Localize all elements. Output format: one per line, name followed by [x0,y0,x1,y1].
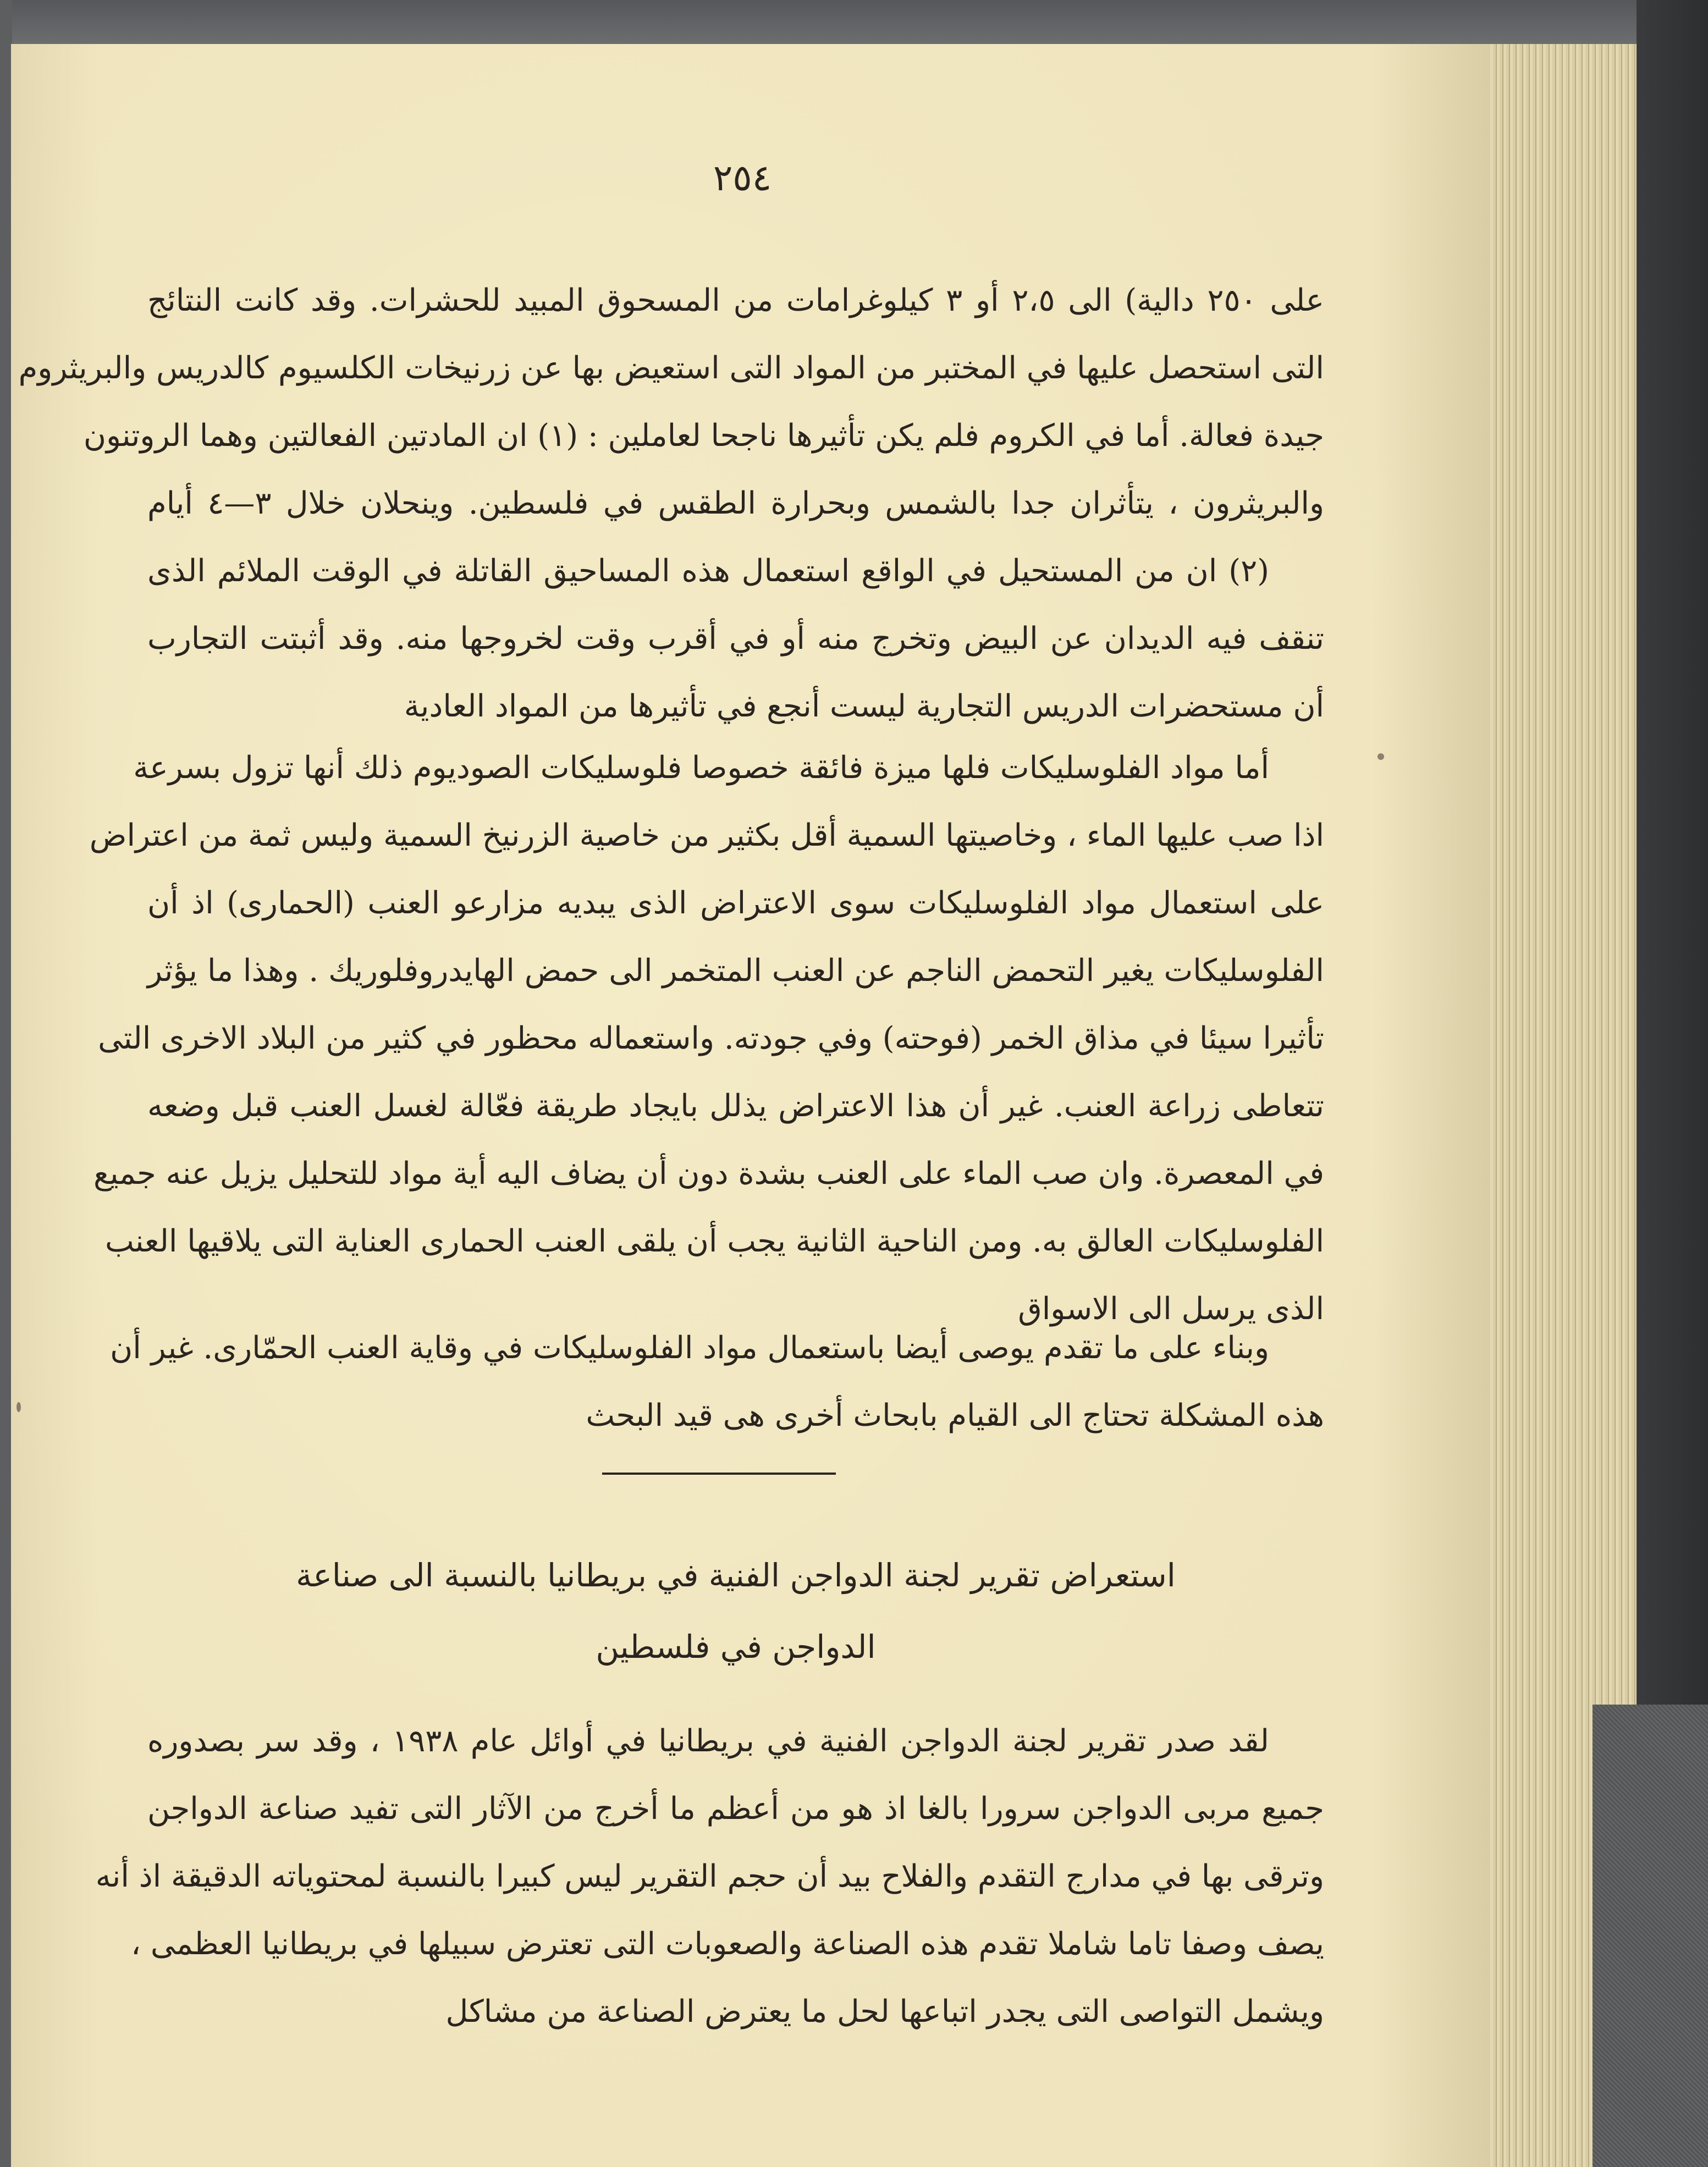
text-line: وبناء على ما تقدم يوصى أيضا باستعمال مواد الفلوسليكات في وقاية العنب الحمّارى. غير أن [110,1330,1269,1366]
text-line: في المعصرة. وان صب الماء على العنب بشدة دون أن يضاف اليه أية مواد للتحليل يزيل عنه جميع [93,1156,1324,1192]
text-line: أما مواد الفلوسليكات فلها ميزة فائقة خصوصا فلوسليكات الصوديوم ذلك أنها تزول بسرعة [133,750,1269,786]
text-line: ويشمل التواصى التى يجدر اتباعها لحل ما يعترض الصناعة من مشاكل [445,1994,1324,2030]
section-divider [602,1473,836,1475]
text-line: يصف وصفا تاما شاملا تقدم هذه الصناعة والصعوبات التى تعترض سبيلها في بريطانيا العظمى ، [131,1926,1324,1962]
text-line: لقد صدر تقرير لجنة الدواجن الفنية في بريطانيا في أوائل عام ١٩٣٨ ، وقد سر بصدوره [147,1723,1269,1759]
book-cover-top [0,0,1708,44]
text-line: التى استحصل عليها في المختبر من المواد التى استعيض بها عن زرنيخات الكلسيوم كالدريس والبريثروم [18,350,1324,386]
text-line: تنقف فيه الديدان عن البيض وتخرج منه أو في أقرب وقت لخروجها منه. وقد أثبتت التجارب [147,621,1324,657]
page-number: ٢٥٤ [713,157,772,199]
text-line: اذا صب عليها الماء ، وخاصيتها السمية أقل بكثير من خاصية الزرنيخ السمية وليس ثمة من اعتراض [89,818,1324,853]
book-cover-left [0,0,12,2167]
text-line: جميع مربى الدواجن سرورا بالغا اذ هو من أعظم ما أخرج من الآثار التى تفيد صناعة الدواجن [147,1791,1324,1827]
text-line: تأثيرا سيئا في مذاق الخمر (فوحته) وفي جودته. واستعماله محظور في كثير من البلاد الاخرى التى [98,1021,1324,1056]
heading-line-2: الدواجن في فلسطين [596,1628,876,1666]
text-line: على ٢٥٠ دالية) الى ٢،٥ أو ٣ كيلوغرامات من المسحوق المبيد للحشرات. وقد كانت النتائج [147,283,1324,318]
text-line: وترقى بها في مدارج التقدم والفلاح بيد أن حجم التقرير ليس كبيرا بالنسبة لمحتوياته الدقيقة اذ أنه [95,1859,1324,1894]
text-line: الفلوسليكات العالق به. ومن الناحية الثانية يجب أن يلقى العنب الحمارى العناية التى يلاقيها العنب [104,1223,1324,1259]
heading-line-1: استعراض تقرير لجنة الدواجن الفنية في بريطانيا بالنسبة الى صناعة [296,1557,1176,1594]
binding-cloth [1593,1705,1708,2167]
text-line: تتعاطى زراعة العنب. غير أن هذا الاعتراض يذلل بايجاد طريقة فعّالة لغسل العنب قبل وضعه [147,1088,1325,1124]
ink-speck [16,1402,21,1412]
paragraph-1 [18,267,1324,740]
text-line: على استعمال مواد الفلوسليكات سوى الاعتراض الذى يبديه مزارعو العنب (الحمارى) اذ أن [147,885,1324,921]
paragraph-2 [89,734,1325,1343]
text-line: الذى يرسل الى الاسواق [1018,1291,1324,1327]
text-line: (٢) ان من المستحيل في الواقع استعمال هذه المساحيق القاتلة في الوقت الملائم الذى [147,553,1269,589]
text-line: الفلوسليكات يغير التحمض الناجم عن العنب المتخمر الى حمض الهايدروفلوريك . وهذا ما يؤثر [147,953,1324,989]
paragraph-3 [110,1314,1324,1449]
section-heading [147,1540,1324,1683]
text-line: والبريثرون ، يتأثران جدا بالشمس وبحرارة الطقس في فلسطين. وينحلان خلال ٣—٤ أيام [147,486,1324,521]
text-line: جيدة فعالة. أما في الكروم فلم يكن تأثيرها ناجحا لعاملين : (١) ان المادتين الفعالتين وهما الروتنون [83,418,1324,454]
page-sheet [11,44,1490,2167]
text-line: أن مستحضرات الدريس التجارية ليست أنجع في تأثيرها من المواد العادية [404,688,1324,724]
text-line: هذه المشكلة تحتاج الى القيام بابحاث أخرى هى قيد البحث [586,1398,1324,1433]
ink-speck [1378,753,1384,760]
paragraph-4 [95,1707,1324,2045]
